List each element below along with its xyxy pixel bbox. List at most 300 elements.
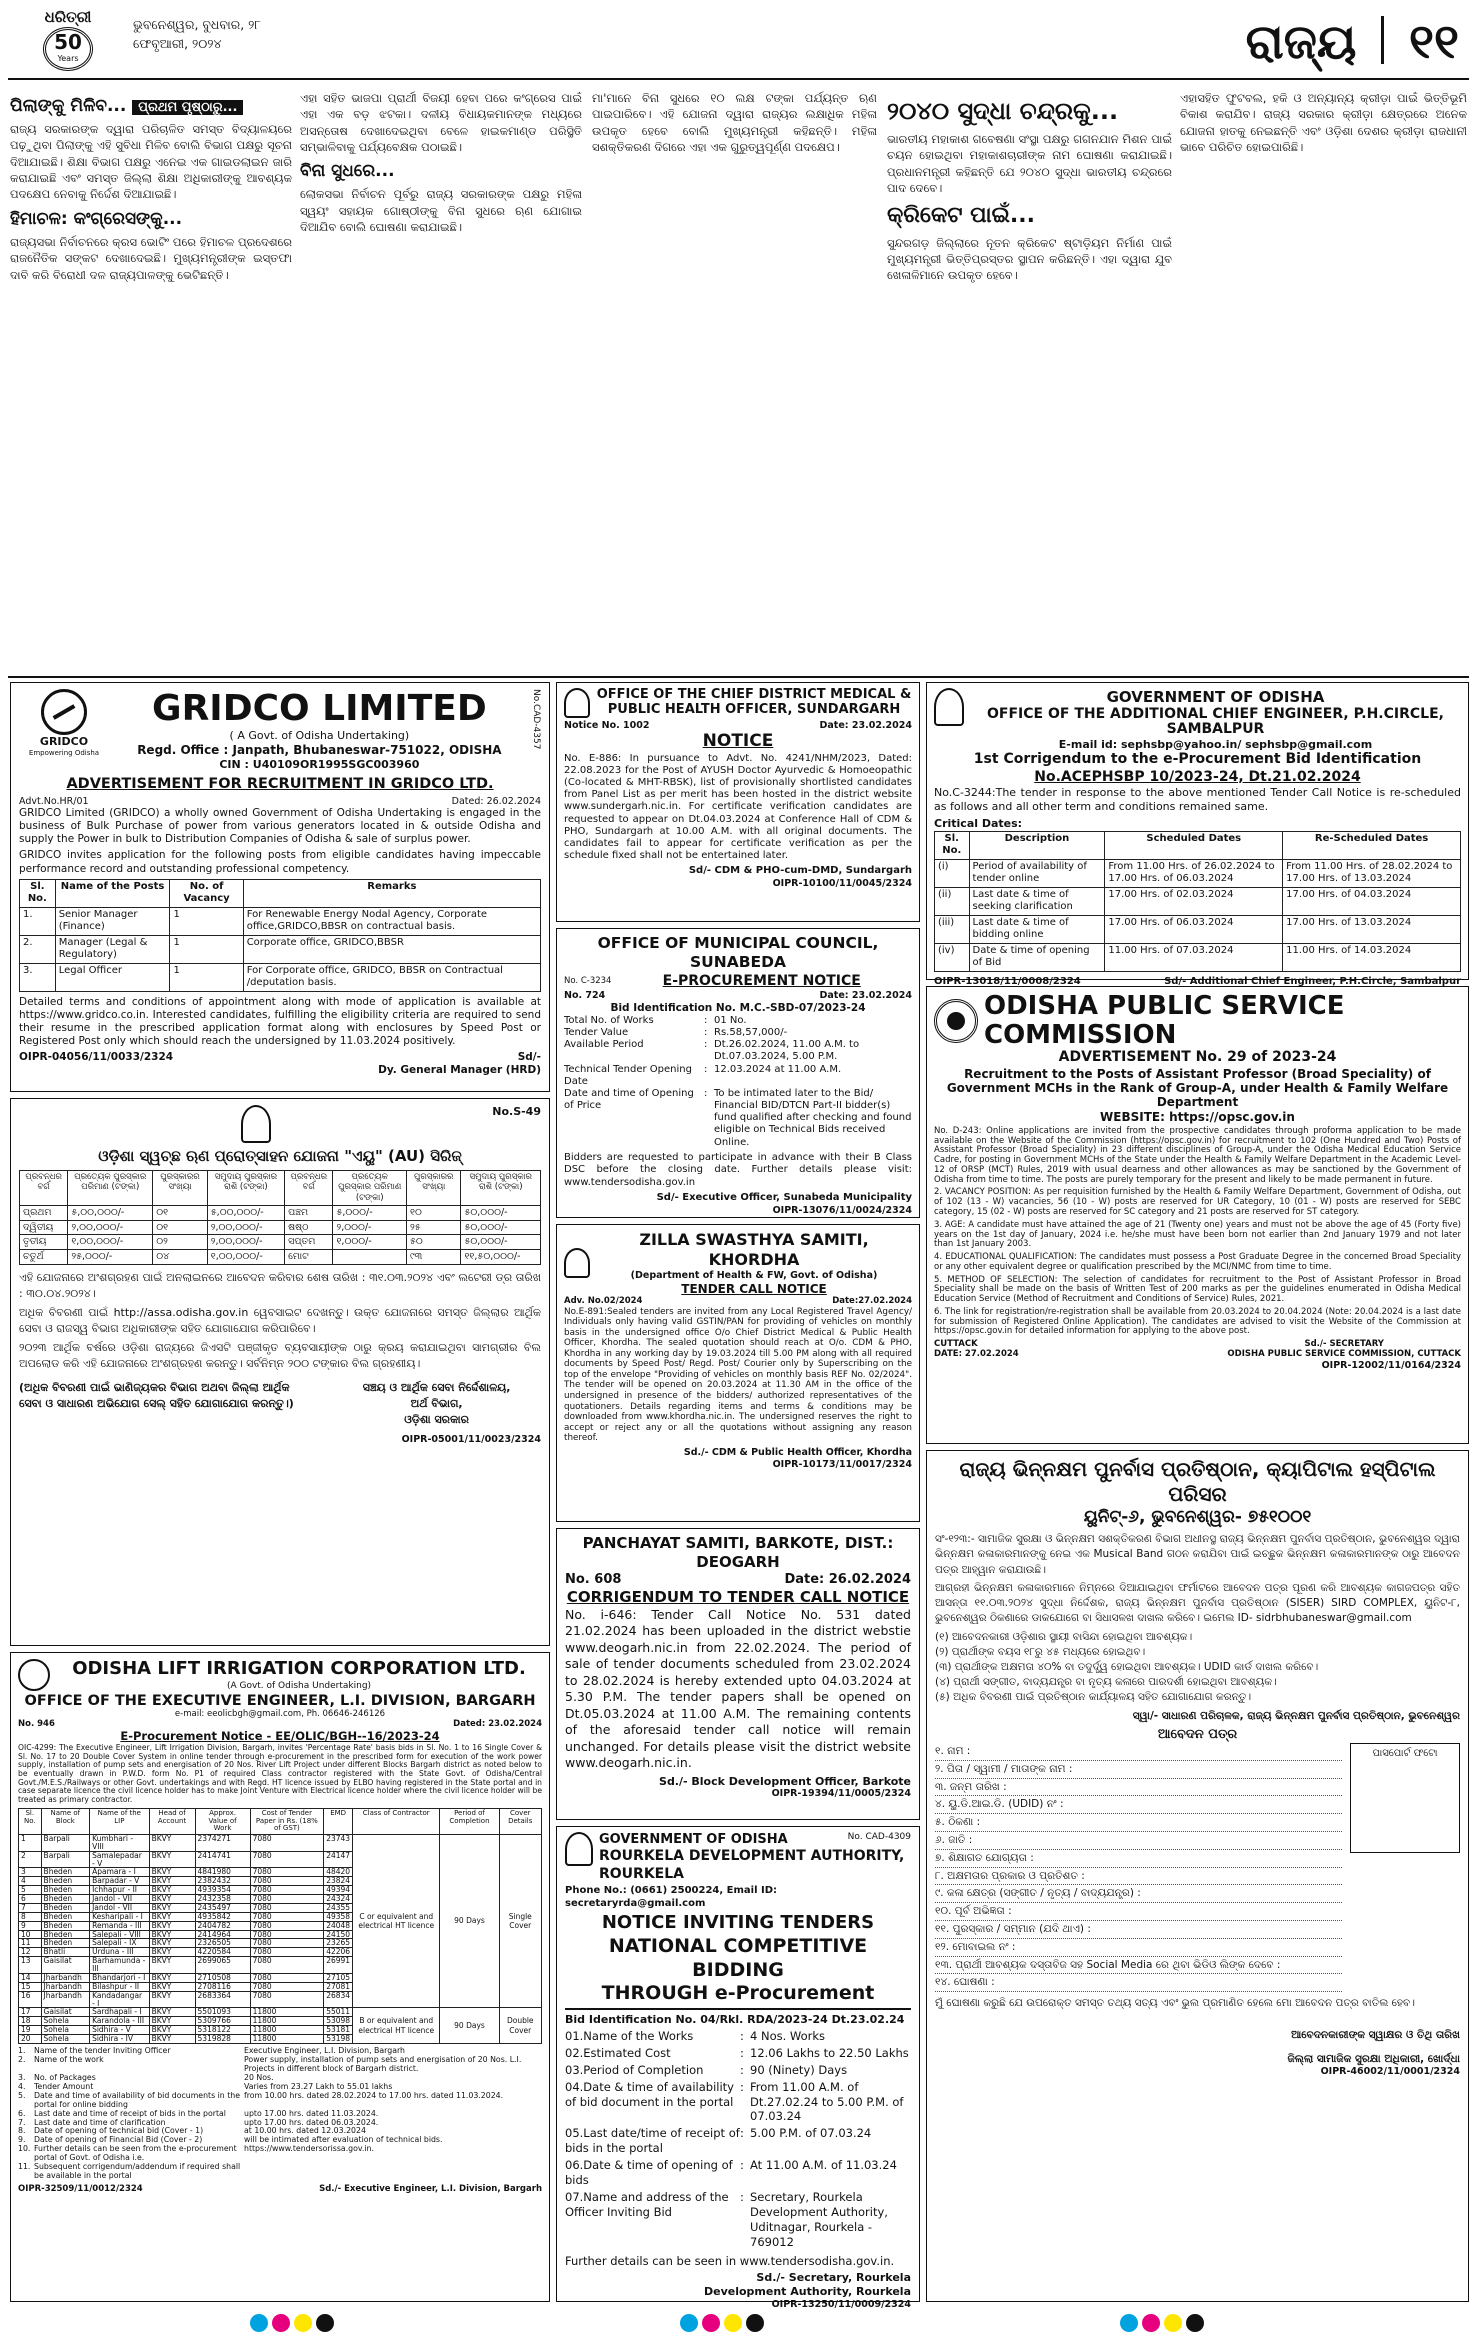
table-cell: ୦୧ (153, 1205, 207, 1220)
detail-value: from 10.00 hrs. dated 28.02.2024 to 17.00 hrs. dated 11.03.2024. (244, 2090, 504, 2100)
table-cell: 8 (19, 1912, 42, 1921)
anniversary-badge (43, 27, 93, 71)
table-cell: 16 (19, 1991, 42, 2008)
table-cell: BKVY (149, 2026, 195, 2035)
field-value: 90 (Ninety) Days (750, 2062, 848, 2077)
gridco-tagline: Empowering Odisha (28, 748, 100, 757)
table-cell: Manager (Legal & Regulatory) (55, 935, 170, 963)
olic-oipr: OIPR-32509/11/0012/2324 (18, 2184, 143, 2195)
au-series-ad (10, 1098, 550, 1646)
table-header-cell: Sl. No. (935, 831, 970, 859)
rda-h3: THROUGH e-Procurement (565, 1982, 911, 2010)
table-cell: Ichhapur - II (90, 1886, 150, 1895)
barkote-heading: CORRIGENDUM TO TENDER CALL NOTICE (566, 1587, 910, 1606)
table-cell (333, 1250, 407, 1265)
detail-label: Date and time of availability of bid documents in the portal for online bidding (34, 2090, 241, 2109)
table-cell: ୨,୦୦,୦୦୦/- (68, 1220, 153, 1235)
form-field: ୧୨. ମୋବାଇଲ ନଂ : (935, 1939, 1342, 1957)
field-row (565, 2190, 911, 2250)
table-cell: ୦୪ (153, 1250, 207, 1265)
gridco-intro: GRIDCO Limited (GRIDCO) a wholly owned Government of Odisha Undertaking is engaged in the business of Bulk Purchase of power from various generators located in & outside Odisha and supply the Power in bulk to Distribution Companies of Odisha & sale of surplus power. (19, 807, 541, 846)
gridco-posts-table (19, 879, 541, 992)
opsc-sign: Sd./- SECRETARY (1304, 1339, 1384, 1350)
table-cell: 7080 (250, 1877, 324, 1886)
barkote-oipr: OIPR-19394/11/0005/2324 (771, 1788, 911, 1800)
detail-row (18, 2092, 542, 2110)
news-body: ସୁନ୍ଦରଗଡ଼ ଜିଲ୍ଲାରେ ନୂତନ କ୍ରିକେଟ ଷ୍ଟାଡ଼ିୟମ ନିର୍ମାଣ ପାଇଁ ମୁଖ୍ୟମନ୍ତ୍ରୀ ଭିତ୍ତିପ୍ରସ୍ତର ସ୍ଥାପନ କରିଛନ୍ତି। ଏହା ଦ୍ୱାରା ଯୁବ ଖେଳାଳିମାନେ ଉପକୃତ ହେବେ। (887, 235, 1172, 283)
table-header-cell: Sl. No. (20, 879, 56, 907)
table-cell: 7080 (250, 1834, 324, 1851)
class-of-contractor: C or equivalent and electrical HT licence (353, 1834, 440, 2008)
opsc-p3: 3. AGE: A candidate must have attained the age of 21 (Twenty one) years and must not be above the age of 45 (Forty five) years on the 1st day of January, 2024 i.e. he/she must have been born not earlier than 2nd January 1979 and not later than 1st January 2003. (934, 1219, 1461, 1250)
table-cell: 5 (19, 1886, 42, 1895)
khordha-adv: Adv. No.02/2024 (564, 1295, 643, 1306)
table-cell: 14 (19, 1973, 42, 1982)
column-divider (8, 676, 1469, 678)
field-label: Available Period (564, 1039, 644, 1051)
table-cell: Samalepadar - V (90, 1851, 150, 1868)
table-cell: ୫,୦୦,୦୦୦/- (68, 1205, 153, 1220)
detail-no: 6. (18, 2108, 26, 2118)
bhinna-p2: ଆଗ୍ରହୀ ଭିନ୍ନକ୍ଷମ କଳାକାରମାନେ ନିମ୍ନରେ ଦିଆଯାଇଥିବା ଫର୍ମାଟରେ ଆବେଦନ ପତ୍ର ପୂରଣ କରି ଆବଶ୍ୟକ କାଗଜପତ୍ର ସହିତ ଆସନ୍ତା ୧୧.୦୩.୨୦୨୪ ସୁଦ୍ଧା ନିର୍ଦ୍ଦେଶକ, ରାଜ୍ୟ ଭିନ୍ନକ୍ଷମ ପୁନର୍ବାସ ପ୍ରତିଷ୍ଠାନ (SISER) SIRD COMPLEX, ୟୁନିଟ-୮, ଭୁବନେଶ୍ୱର ଠିକଣାରେ ଡାକଯୋଗେ ବା ସିଧାସଳଖ ଦାଖଲ କରିବେ। ଇମେଲ ID- sidrbhubaneswar@gmail.com (935, 1581, 1460, 1625)
table-cell: Sidhira - V (90, 2026, 150, 2035)
magenta-dot (1142, 2314, 1160, 2332)
table-cell: BKVY (149, 1939, 195, 1948)
table-row (20, 907, 541, 935)
table-cell: From 11.00 Hrs. of 28.02.2024 to 17.00 Hrs. of 13.03.2024 (1283, 859, 1461, 887)
section-label (1246, 10, 1459, 74)
table-cell: BKVY (149, 2035, 195, 2044)
table-cell: ୫୦ (407, 1235, 461, 1250)
magenta-dot (272, 2314, 290, 2332)
ph-sign: Sd/- Additional Chief Engineer, P.H.Circle, Sambalpur (1164, 975, 1461, 987)
condition-item: (୫) ଅଧିକ ବିବରଣୀ ପାଇଁ ପ୍ରତିଷ୍ଠାନ କାର୍ଯ୍ୟାଳୟ ସହିତ ଯୋଗାଯୋଗ କରନ୍ତୁ। (935, 1691, 1252, 1704)
field-row (564, 1027, 912, 1039)
ph-corrigendum: 1st Corrigendum to the e-Procurement Bid Identification (973, 751, 1422, 768)
sundargarh-title: OFFICE OF THE CHIEF DISTRICT MEDICAL & PUBLIC HEALTH OFFICER, SUNDARGARH (596, 687, 912, 717)
page-divider (1381, 16, 1384, 64)
sundargarh-body: No. E-886: In pursuance to Advt. No. 4241/NHM/2023, Dated: 22.08.2023 for the Post of AYUSH Doctor Ayurvedic & Homoeopathic (Co-located & MHT-RBSK), list of provisionally shortlisted candidates from Panel List as per merit has been hosted in the district website www.sundergarh.nic.in. For certificate verification candidates are requested to appear on Dt.04.03.2024 at Conference Hall of CDM & PHO, Sundargarh at 10.00 A.M. with all original documents. The candidates fail to appear for certificate verification as per the schedule fixed shall not be entertained later. (564, 752, 912, 862)
table-cell: 7080 (250, 1912, 324, 1921)
au-title: ଓଡ଼ିଶା ସ୍ୱଚ୍ଛ ଋଣ ପ୍ରୋତ୍ସାହନ ଯୋଜନା "ଏୟୁ" (AU) ସିରିଜ୍ (98, 1147, 462, 1165)
detail-row (18, 2056, 542, 2074)
table-cell: 7080 (250, 1948, 324, 1957)
table-cell: ସପ୍ତମ (285, 1235, 333, 1250)
news-column-5 (1180, 90, 1467, 670)
bhinna-applicant: ଆବେଦନକାରୀଙ୍କ ସ୍ୱାକ୍ଷର ଓ ତିଥି ତାରିଖ (1291, 2029, 1460, 2042)
table-header-cell: Name of Block (41, 1808, 90, 1834)
field-value: 4 Nos. Works (750, 2028, 826, 2043)
table-cell: 23824 (324, 1877, 353, 1886)
opsc-p6: 6. The link for registration/re-registration shall be available from 20.03.2024 to 20.04.2024 (Note: 20.04.2024 is a last date for submission of Registered Online Application). The candidates are advised to visit the Website of the Commission at https://opsc.gov.in for detailed information for applying to the above post. (934, 1306, 1461, 1337)
table-cell: BKVY (149, 1982, 195, 1991)
detail-value (244, 2163, 542, 2181)
au-footer-r3: ଓଡ଼ିଶା ସରକାର (404, 1412, 469, 1426)
sundargarh-no: Notice No. 1002 (564, 720, 650, 731)
olic-details (18, 2047, 542, 2181)
barkote-title: PANCHAYAT SAMITI, BARKOTE, DIST.: DEOGARH (582, 1534, 894, 1571)
table-cell: Kesharipali - I (90, 1912, 150, 1921)
table-cell: From 11.00 Hrs. of 26.02.2024 to 17.00 Hrs. of 06.03.2024 (1105, 859, 1283, 887)
cyan-dot (250, 2314, 268, 2332)
field-colon: : (704, 1039, 708, 1051)
black-dot (746, 2314, 764, 2332)
field-colon: : (740, 2190, 744, 2205)
detail-value: Varies from 23.27 Lakh to 55.01 lakhs (244, 2081, 393, 2091)
period-of-completion: 90 Days (440, 1834, 499, 2008)
khordha-body: No.E-891:Sealed tenders are invited from any Local Registered Travel Agency/ Individuals only having valid GSTIN/PAN for providing of vehicles on monthly basis in the undersigned office O/o Chief District Medical & Public Health Officer, Khordha. The sealed quotation should reach at O/o. CDM & PHO, Khordha in any working day by 19.03.2024 till 5.00 PM along with all required documents by Speed Post/ Regd. Post/ Courier only by Superscribing on the top of the envelope "Providing of vehicles on monthly basis REF No. 02/2024". The tender will be opened on 20.03.2024 at 11.30 AM in the office of the undersigned in presence of the bidders/ authorized representatives of the quotationers. Details regarding items and terms & conditions may be downloaded from www.khordha.nic.in. The undersigned reserves the right to accept or reject any or all the quotations without assigning any reason thereof. (564, 1306, 912, 1444)
table-cell: Remanda - III (90, 1921, 150, 1930)
table-cell: 27105 (324, 1973, 353, 1982)
bhinna-declaration: ମୁଁ ଘୋଷଣା କରୁଛି ଯେ ଉପରୋକ୍ତ ସମସ୍ତ ତଥ୍ୟ ସତ୍ୟ ଏବଂ ଭୁଲ ପ୍ରମାଣିତ ହେଲେ ମୋ ଆବେଦନ ପତ୍ର ବାତିଲ ହେବ। (935, 1997, 1415, 2010)
cyan-dot (1120, 2314, 1138, 2332)
table-cell: 4939354 (195, 1886, 250, 1895)
sundargarh-date: Date: 23.02.2024 (819, 720, 912, 731)
gridco-signatory: Dy. General Manager (HRD) (378, 1064, 541, 1077)
ph-sambalpur-notice (926, 682, 1469, 987)
table-cell: BKVY (149, 1877, 195, 1886)
ph-dates-table (934, 831, 1461, 972)
table-cell: 5319828 (195, 2035, 250, 2044)
table-cell: BKVY (149, 1921, 195, 1930)
field-value: To be intimated later to the Bid/ Financial BID/DTCN Part-II bidder(s) fund qualified after checking and found eligible on Technical Bids received Online. (714, 1087, 912, 1148)
form-field: ୧୪. ଘୋଷଣା : (935, 1974, 1342, 1992)
odisha-emblem-icon (934, 688, 964, 726)
khordha-sub: (Department of Health & FW, Govt. of Odisha) (630, 1270, 878, 1281)
table-cell: Jharbandh (41, 1973, 90, 1982)
ph-bid-no: No.ACEPHSBP 10/2023-24, Dt.21.02.2024 (1034, 768, 1361, 785)
condition-item: (୩) ପ୍ରାର୍ଥୀଙ୍କ ଅକ୍ଷମତା ୪୦% ବା ତଦୁର୍ଦ୍ଧ୍ୱ ହୋଇଥିବା ଆବଶ୍ୟକ। UDID କାର୍ଡ ଦାଖଲ କରିବେ। (935, 1661, 1319, 1673)
table-header-cell: ପୁରସ୍କାରର ସଂଖ୍ୟା (153, 1170, 207, 1205)
bhinna-sign: ସ୍ୱା/- ସାଧାରଣ ପରିଚାଳକ, ରାଜ୍ୟ ଭିନ୍ନକ୍ଷମ ପୁନର୍ବାସ ପ୍ରତିଷ୍ଠାନ, ଭୁବନେଶ୍ୱର (1132, 1709, 1460, 1722)
odisha-emblem-icon (241, 1105, 271, 1143)
news-body: ଏହା ସହିତ ଭାଜପା ପ୍ରାର୍ଥୀ ବିଜୟୀ ହେବା ପରେ କଂଗ୍ରେସ ପାଇଁ ଏହା ଏକ ବଡ଼ ଝଟକା। ଦଳୀୟ ବିଧାୟକମାନଙ୍କ ମଧ୍ୟରେ ଅସନ୍ତୋଷ ଦେଖାଦେଇଥିବା ବେଳେ ହାଇକମାଣ୍ଡ ପରିସ୍ଥିତି ସମ୍ଭାଳିବାକୁ ପର୍ଯ୍ୟବେକ୍ଷକ ପଠାଇଛି। (300, 91, 582, 154)
ph-email: E-mail id: sephsbp@yahoo.in/ sephsbp@gmail.com (1058, 737, 1373, 751)
rda-bid: Bid Identification No. 04/Rkl. RDA/2023-24 Dt.23.02.24 (565, 2013, 905, 2026)
opsc-oipr: OIPR-12002/11/0164/2324 (1321, 1359, 1461, 1371)
olic-notice (10, 1652, 550, 2302)
table-row (20, 1250, 541, 1265)
table-cell: Barpadar - V (90, 1877, 150, 1886)
table-cell: ଷଷ୍ଠ (285, 1220, 333, 1235)
black-dot (316, 2314, 334, 2332)
sunabeda-bid: Bid Identification No. M.C.-SBD-07/2023-24 (610, 1001, 866, 1014)
opsc-web: WEBSITE: https://opsc.gov.in (1100, 1109, 1295, 1124)
barkote-date: Date: 26.02.2024 (784, 1571, 911, 1587)
table-cell: 2683364 (195, 1991, 250, 2008)
odisha-emblem-icon (565, 1832, 593, 1866)
news-headline: ପିଲାଙ୍କୁ ମିଳିବ... ପ୍ରଥମ ପୃଷ୍ଠାରୁ... (10, 94, 292, 118)
table-cell: Bheden (41, 1903, 90, 1912)
colour-mark-right (1120, 2314, 1208, 2336)
table-cell: Gaisilat (41, 1957, 90, 1974)
news-headline: ୨୦୪୦ ସୁଦ୍ଧା ଚନ୍ଦ୍ରକୁ... (887, 97, 1119, 125)
table-cell: Bheden (41, 1895, 90, 1904)
table-cell: ୨୫,୦୦୦/- (68, 1250, 153, 1265)
table-cell: ୫,୦୦୦/- (333, 1205, 407, 1220)
au-no: No.S-49 (492, 1105, 541, 1118)
detail-label: Subsequent corrigendum/addendum if required shall be available in the portal (34, 2162, 241, 2181)
table-cell: ୫୦,୦୦୦/- (461, 1235, 541, 1250)
field-label: Total No. of Works (564, 1014, 654, 1026)
opsc-p5: 5. METHOD OF SELECTION: The selection of candidates for recruitment to the Post of Assistant Professor in Broad Speciality shall be made on the basis of Written Test of 200 marks as per the guidelines enumerated in Odisha Medical Education Service (Method of Recruitment and Conditions of Service) Rules, 2021. (934, 1274, 1461, 1305)
table-header-cell: ସମୁଦାୟ ପୁରସ୍କାର ରାଶି (ଟଙ୍କା) (461, 1170, 541, 1205)
table-cell: Corporate office, GRIDCO,BBSR (243, 935, 540, 963)
odisha-emblem-icon (564, 688, 590, 718)
form-field: ୨. ପିତା / ସ୍ୱାମୀ / ମାତାଙ୍କ ନାମ : (935, 1761, 1342, 1779)
table-cell: ତୃତୀୟ (20, 1235, 68, 1250)
field-value: From 11.00 A.M. of Dt.27.02.24 to 5.00 P.M. of 07.03.24 (750, 2079, 904, 2124)
table-cell: 11800 (250, 2035, 324, 2044)
table-cell: 17.00 Hrs. of 04.03.2024 (1283, 887, 1461, 915)
table-cell: 7080 (250, 1903, 324, 1912)
table-cell: ୯୩ (407, 1250, 461, 1265)
table-cell: (i) (935, 859, 970, 887)
table-cell: 12 (19, 1948, 42, 1957)
au-p2: ଅଧିକ ବିବରଣୀ ପାଇଁ http://assa.odisha.gov.in ୱେବସାଇଟ ଦେଖନ୍ତୁ। ଉକ୍ତ ଯୋଜନାରେ ସମସ୍ତ ଜିଲ୍ଲାର ଆର୍ଥିକ ସେବା ଓ ରାଜସ୍ୱ ବିଭାଗ ଅଧିକାରୀଙ୍କ ସହିତ ଯୋଗାଯୋଗ କରିପାରିବେ। (19, 1306, 541, 1335)
table-cell: BKVY (149, 1957, 195, 1974)
opsc-p1: No. D-243: Online applications are invited from the prospective candidates through proforma application to be made available on the Website of the Commission (https://opsc.gov.in) for recruitment to 102 (One Hundred and Two) Posts of Assistant Professor (Broad Speciality) in 23 different disciplines of Group-A, under the Odisha Medical Education Service Cadre, for posting in Government MCHs of the State under the Health & Family Welfare Department in the Academic Level-12 of ORSP (MCT) Rules, 2019 with usual dearness and other allowances as may be sanctioned by the Government of Odisha from time to time. The posts are purely temporary for the present and likely to be made permanent in future. (934, 1125, 1461, 1185)
table-row (935, 915, 1461, 943)
opsc-place: CUTTACK (934, 1339, 978, 1350)
form-field: ୧୧. ପୁରସ୍କାର / ସମ୍ମାନ (ଯଦି ଥାଏ) : (935, 1921, 1342, 1939)
table-cell: ପଞ୍ଚମ (285, 1205, 333, 1220)
gridco-sign: Sd/- (517, 1051, 541, 1064)
field-value: At 11.00 A.M. of 11.03.24 (750, 2158, 897, 2173)
magenta-dot (702, 2314, 720, 2332)
field-row (565, 2126, 911, 2156)
field-label: 04.Date & time of availability of bid document in the portal (565, 2079, 734, 2109)
sunabeda-title: OFFICE OF MUNICIPAL COUNCIL, SUNABEDA (597, 934, 879, 972)
table-cell: 2435497 (195, 1903, 250, 1912)
detail-label: Tender Amount (34, 2081, 94, 2091)
detail-no: 1. (18, 2045, 26, 2055)
anniversary-label: Years (57, 53, 79, 63)
table-cell: ୨,୦୦,୦୦୦/- (207, 1220, 284, 1235)
anniversary-years: 50 (54, 29, 82, 54)
table-cell: 7080 (250, 1921, 324, 1930)
gridco-oipr: OIPR-04056/11/0033/2324 (19, 1051, 174, 1064)
detail-label: Name of the work (34, 2054, 104, 2064)
table-header-cell: Period of Completion (440, 1808, 499, 1834)
detail-label: Last date and time of clarification (34, 2117, 166, 2127)
field-colon: : (740, 2045, 744, 2060)
olic-title: ODISHA LIFT IRRIGATION CORPORATION LTD. (72, 1658, 526, 1679)
bhinna-form (935, 1743, 1342, 1992)
table-cell: BKVY (149, 1912, 195, 1921)
news-headline: କ୍ରିକେଟ ପାଇଁ... (887, 203, 1035, 229)
table-cell: ୦୧ (153, 1220, 207, 1235)
table-cell: ୧,୦୦,୦୦୦/- (207, 1250, 284, 1265)
gridco-logo-text: GRIDCO (39, 735, 89, 748)
field-label: 06.Date & time of opening of bids (565, 2158, 733, 2188)
table-cell: 4 (19, 1877, 42, 1886)
table-cell: 24324 (324, 1895, 353, 1904)
table-row (935, 859, 1461, 887)
table-cell: 17.00 Hrs. of 02.03.2024 (1105, 887, 1283, 915)
field-label: Date and time of Opening of Price (564, 1087, 694, 1112)
table-cell: 7080 (250, 1973, 324, 1982)
table-cell: 26991 (324, 1957, 353, 1974)
detail-value: upto 17.00 hrs. dated 11.03.2024. (244, 2108, 379, 2118)
news-body: ରାଜ୍ୟସଭା ନିର୍ବାଚନରେ କ୍ରସ ଭୋଟିଂ ପରେ ହିମାଚଳ ପ୍ରଦେଶରେ ରାଜନୈତିକ ସଙ୍କଟ ଦେଖାଦେଇଛି। ମୁଖ୍ୟମନ୍ତ୍ରୀଙ୍କ ଇସ୍ତଫା ଦାବି କରି ବିରୋଧୀ ଦଳ ରାଜ୍ୟପାଳଙ୍କୁ ଭେଟିଛନ୍ତି। (10, 234, 292, 282)
field-row (564, 1088, 912, 1149)
form-field: ୧. ନାମ : (935, 1743, 1342, 1761)
detail-no: 11. (18, 2162, 31, 2172)
news-column-3 (592, 90, 877, 670)
table-cell: Barhamunda - III (90, 1957, 150, 1974)
condition-item: (୧) ଆବେଦନକାରୀ ଓଡ଼ିଶାର ସ୍ଥାୟୀ ବାସିନ୍ଦା ହୋଇଥିବା ଆବଶ୍ୟକ। (935, 1630, 1193, 1643)
gridco-ad (10, 682, 550, 1092)
form-field: ୮. ଅକ୍ଷମତାର ପ୍ରକାର ଓ ପ୍ରତିଶତ : (935, 1868, 1342, 1886)
table-cell: 24150 (324, 1930, 353, 1939)
table-cell: Sidhira - IV (90, 2035, 150, 2044)
colour-mark-left (250, 2314, 338, 2336)
table-cell: 11.00 Hrs. of 14.03.2024 (1283, 943, 1461, 971)
table-cell: 11 (19, 1939, 42, 1948)
detail-value: 20 Nos. (244, 2072, 274, 2082)
table-cell: 2. (20, 935, 56, 963)
table-header-cell: ପ୍ରବନ୍ଧର ବର୍ଗ (285, 1170, 333, 1205)
rda-code: No. CAD-4309 (847, 1832, 911, 1842)
period-of-completion: 90 Days (440, 2008, 499, 2044)
table-cell: ୧୧,୫୦,୦୦୦/- (461, 1250, 541, 1265)
olic-date: Dated: 23.02.2024 (453, 1718, 542, 1729)
table-cell: ୦୨ (153, 1235, 207, 1250)
detail-label: Last date and time of receipt of bids in the portal (34, 2108, 226, 2118)
field-colon: : (704, 1087, 708, 1099)
table-cell: Gaisilat (41, 2008, 90, 2017)
table-cell: Bheden (41, 1886, 90, 1895)
gridco-code: No.CAD-4357 (531, 689, 541, 750)
news-column-2 (300, 90, 582, 670)
table-cell: Sohela (41, 2035, 90, 2044)
table-cell: Legal Officer (55, 963, 170, 991)
khordha-oipr: OIPR-10173/11/0017/2324 (772, 1458, 912, 1470)
detail-value: upto 17.00 hrs. dated 06.03.2024. (244, 2117, 379, 2127)
gridco-date: Dated: 26.02.2024 (451, 795, 541, 807)
table-cell: 7080 (250, 1982, 324, 1991)
table-cell: Date & time of opening of Bid (969, 943, 1105, 971)
news-body: ରାଜ୍ୟ ସରକାରଙ୍କ ଦ୍ୱାରା ପରିଚାଳିତ ସମସ୍ତ ବିଦ୍ୟାଳୟରେ ପଢ଼ୁଥିବା ପିଲାଙ୍କୁ ଏହି ସୁବିଧା ମିଳିବ ବୋଲି ବିଭାଗ ପକ୍ଷରୁ ସୂଚନା ଦିଆଯାଇଛି। ଶିକ୍ଷା ବିଭାଗ ପକ୍ଷରୁ ଏନେଇ ଏକ ଗାଇଡଲାଇନ ଜାରି କରାଯାଇଛି ଏବଂ ସମସ୍ତ ଜିଲ୍ଲା ଶିକ୍ଷା ଅଧିକାରୀଙ୍କୁ ଆବଶ୍ୟକ ପଦକ୍ଷେପ ନେବାକୁ ନିର୍ଦ୍ଦେଶ ଦିଆଯାଇଛି। (10, 122, 292, 202)
table-cell: 10 (19, 1930, 42, 1939)
table-cell: Bhandarjori - I (90, 1973, 150, 1982)
field-row (564, 1064, 912, 1088)
ph-body: No.C-3244:The tender in response to the above mentioned Tender Call Notice is re-scheduled as follows and all other term and conditions remained same. (934, 786, 1461, 814)
table-cell: Jandol - VII (90, 1903, 150, 1912)
table-cell: BKVY (149, 1948, 195, 1957)
field-value: 12.06 Lakhs to 22.50 Lakhs (750, 2045, 909, 2060)
bhinna-photo-box (1350, 1743, 1460, 1853)
table-row (20, 1235, 541, 1250)
table-cell: ୧୦ (407, 1205, 461, 1220)
table-cell: Salepali - VIII (90, 1930, 150, 1939)
olic-no: No. 946 (18, 1718, 55, 1729)
news-column-4 (887, 90, 1172, 670)
detail-row (18, 2163, 542, 2181)
opsc-logo-icon (934, 999, 978, 1043)
gridco-title: GRIDCO LIMITED (152, 688, 487, 729)
table-cell: 2710508 (195, 1973, 250, 1982)
form-field: ୭. ଶିକ୍ଷାଗତ ଯୋଗ୍ୟତା : (935, 1850, 1342, 1868)
news-headline: ବିନା ସୁଧରେ... (300, 161, 395, 182)
table-cell: 2382432 (195, 1877, 250, 1886)
table-cell: 7 (19, 1903, 42, 1912)
table-cell: BKVY (149, 1834, 195, 1851)
table-cell: Barpali (41, 1834, 90, 1851)
table-cell: ୫୦,୦୦୦/- (461, 1205, 541, 1220)
detail-value: Executive Engineer, L.I. Division, Bargarh (244, 2045, 405, 2055)
table-cell: Bheden (41, 1930, 90, 1939)
gridco-subtitle: ( A Govt. of Odisha Undertaking) (229, 729, 410, 742)
table-cell: For Renewable Energy Nodal Agency, Corporate office,GRIDCO,BBSR on contractual basis. (243, 907, 540, 935)
olic-sign: Sd./- Executive Engineer, L.I. Division, Bargarh (319, 2184, 542, 2195)
bhinna-title: ରାଜ୍ୟ ଭିନ୍ନକ୍ଷମ ପୁନର୍ବାସ ପ୍ରତିଷ୍ଠାନ, କ୍ୟାପିଟାଲ ହସ୍ପିଟାଲ ପରିସର (959, 1457, 1436, 1506)
table-cell: 55011 (324, 2008, 353, 2017)
field-colon: : (740, 2062, 744, 2077)
table-cell: 53198 (324, 2035, 353, 2044)
table-cell: Bilashpur - II (90, 1982, 150, 1991)
table-cell: BKVY (149, 1886, 195, 1895)
field-value: Rs.58,57,000/- (714, 1026, 788, 1038)
cover-details: Double Cover (499, 2008, 541, 2044)
field-colon: : (740, 2028, 744, 2043)
field-colon: : (704, 1026, 708, 1038)
table-cell: 7080 (250, 1886, 324, 1895)
table-cell: 9 (19, 1921, 42, 1930)
table-cell: 2374271 (195, 1834, 250, 1851)
sundargarh-notice (556, 682, 920, 922)
detail-value: Power supply, installation of pump sets and energisation of 20 Nos. L.I. Projects in different block of Bargarh district. (244, 2054, 522, 2073)
table-cell: BKVY (149, 1851, 195, 1868)
field-value: 01 No. (714, 1014, 747, 1026)
rda-notice (556, 1826, 920, 2310)
gridco-invite: GRIDCO invites application for the following posts from eligible candidates having impeccable performance record and outstanding professional competency. (19, 849, 541, 875)
table-header-cell: ସମୁଦାୟ ପୁରସ୍କାର ରାଶି (ଟଙ୍କା) (207, 1170, 284, 1205)
table-header-cell: Remarks (243, 879, 540, 907)
khordha-heading: TENDER CALL NOTICE (681, 1281, 827, 1296)
masthead (8, 6, 1469, 80)
table-header-cell: Head of Account (149, 1808, 195, 1834)
rda-further: Further details can be seen in www.tendersodisha.gov.in. (565, 2253, 895, 2268)
detail-value: at 10.00 hrs. dated 12.03.2024 (244, 2126, 366, 2136)
brand-name: ଧରିତ୍ରୀ (44, 8, 92, 26)
news-body: ଲୋକସଭା ନିର୍ବାଚନ ପୂର୍ବରୁ ରାଜ୍ୟ ସରକାରଙ୍କ ପକ୍ଷରୁ ମହିଳା ସ୍ୱୟଂ ସହାୟକ ଗୋଷ୍ଠୀଙ୍କୁ ବିନା ସୁଧରେ ଋଣ ଯୋଗାଇ ଦିଆଯିବ ବୋଲି ଘୋଷଣା କରାଯାଇଛି। (300, 187, 582, 235)
sunabeda-oipr: OIPR-13076/11/0024/2324 (772, 1204, 912, 1216)
table-cell: 1 (19, 1834, 42, 1851)
table-cell: Sohela (41, 2026, 90, 2035)
bhinna-conditions (935, 1630, 1460, 1706)
sunabeda-fields (564, 1015, 912, 1149)
detail-label: No. of Packages (34, 2072, 96, 2082)
sunabeda-heading: E-PROCUREMENT NOTICE (662, 972, 861, 989)
field-label: 02.Estimated Cost (565, 2045, 671, 2060)
bhinnaksham-ad (926, 1450, 1469, 2302)
gridco-logo-mark (41, 689, 87, 735)
table-cell: (ii) (935, 887, 970, 915)
table-cell: ୨୫ (407, 1220, 461, 1235)
table-cell: ମୋଟ (285, 1250, 333, 1265)
table-header-cell: ପ୍ରତ୍ୟେକ ପୁରସ୍କାର ପରିମାଣ (ଟଙ୍କା) (68, 1170, 153, 1205)
sundargarh-oipr: OIPR-10100/11/0045/2324 (772, 877, 912, 889)
table-cell: BKVY (149, 1930, 195, 1939)
field-row (565, 2046, 911, 2061)
table-row (935, 943, 1461, 971)
field-label: Technical Tender Opening Date (564, 1063, 692, 1087)
table-cell: Bheden (41, 1921, 90, 1930)
table-cell: Karandola - III (90, 2017, 150, 2026)
field-row (565, 2080, 911, 2125)
